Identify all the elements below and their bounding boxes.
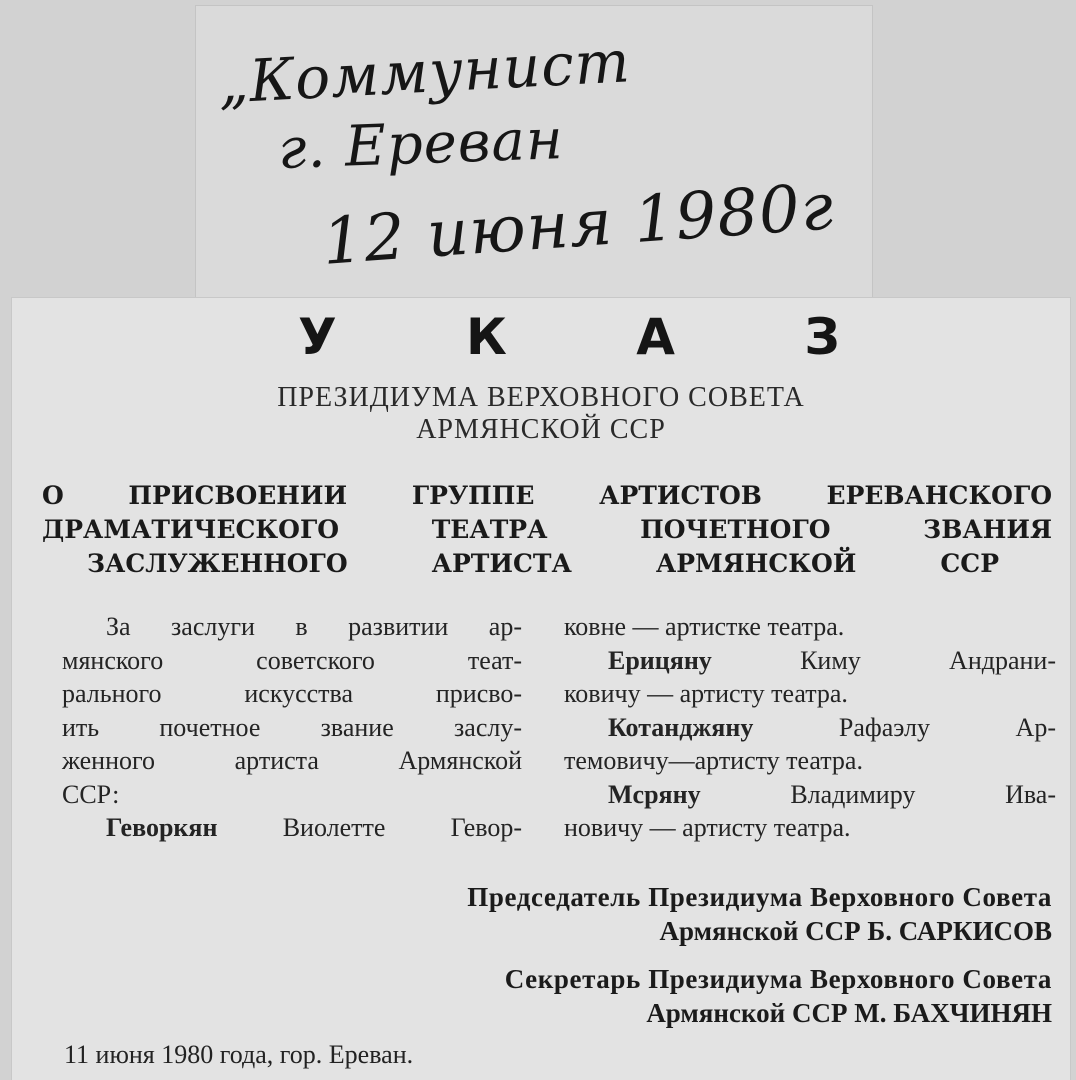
signature-chairman	[467, 880, 1052, 948]
person-surname: Геворкян	[106, 813, 218, 842]
decree-headline-line-2: ДРАМАТИЧЕСКОГО ТЕАТРА ПОЧЕТНОГО ЗВАНИЯ	[42, 515, 1052, 544]
person-name: Виолетте Гевор-	[217, 813, 522, 842]
person-name: Рафаэлу Ар-	[753, 712, 1056, 742]
body-line: мянского советского теат-	[62, 645, 522, 675]
newspaper-clipping	[12, 298, 1070, 1080]
body-line: ить почетное звание заслу-	[62, 712, 522, 742]
person-entry-continued: темовичу—артисту театра.	[564, 746, 863, 775]
decree-title: У К А З	[298, 308, 896, 366]
signature-secretary	[505, 962, 1052, 1030]
person-entry	[564, 711, 1056, 745]
body-line: женного артиста Армянской	[62, 746, 522, 775]
handwritten-city: г. Ереван	[276, 107, 565, 182]
person-surname: Котанджяну	[608, 712, 754, 742]
person-surname: Ерицяну	[608, 645, 712, 675]
handwritten-newspaper-name: „Коммунист	[216, 27, 633, 117]
decree-headline-line-1: О ПРИСВОЕНИИ ГРУППЕ АРТИСТОВ ЕРЕВАНСКОГО	[42, 481, 1052, 510]
decree-date-place: 11 июня 1980 года, гор. Ереван.	[64, 1040, 414, 1069]
signature-title: Секретарь Президиума Верховного Совета	[504, 964, 1052, 994]
person-entry	[62, 811, 522, 845]
person-surname: Мсряну	[608, 779, 701, 809]
decree-body-right-column	[564, 610, 1056, 845]
body-line: За заслуги в развитии ар-	[106, 612, 522, 641]
handwritten-date: 12 июня 1980г	[320, 170, 837, 280]
person-entry-continued: ковичу — артисту театра.	[564, 679, 848, 708]
body-line: рального искусства присво-	[62, 679, 522, 708]
signature-title: Председатель Президиума Верховного Совета	[467, 882, 1052, 912]
person-entry	[564, 644, 1056, 678]
decree-issuer-line-2: АРМЯНСКОЙ ССР	[416, 414, 666, 445]
body-line: ССР:	[62, 779, 120, 809]
decree-issuer-line-1: ПРЕЗИДИУМА ВЕРХОВНОГО СОВЕТА	[277, 382, 805, 413]
signature-name: Армянской ССР М. БАХЧИНЯН	[646, 998, 1052, 1028]
decree-headline-line-3: ЗАСЛУЖЕННОГО АРТИСТА АРМЯНСКОЙ ССР	[87, 549, 999, 578]
person-entry	[564, 778, 1056, 812]
person-entry-continued: новичу — артисту театра.	[564, 813, 851, 842]
person-name: Киму Андрани-	[711, 645, 1056, 675]
decree-body-left-column	[62, 610, 522, 845]
person-name: Владимиру Ива-	[700, 779, 1056, 809]
person-entry-continued: ковне — артистке театра.	[564, 612, 845, 641]
signature-name: Армянской ССР Б. САРКИСОВ	[659, 916, 1052, 946]
